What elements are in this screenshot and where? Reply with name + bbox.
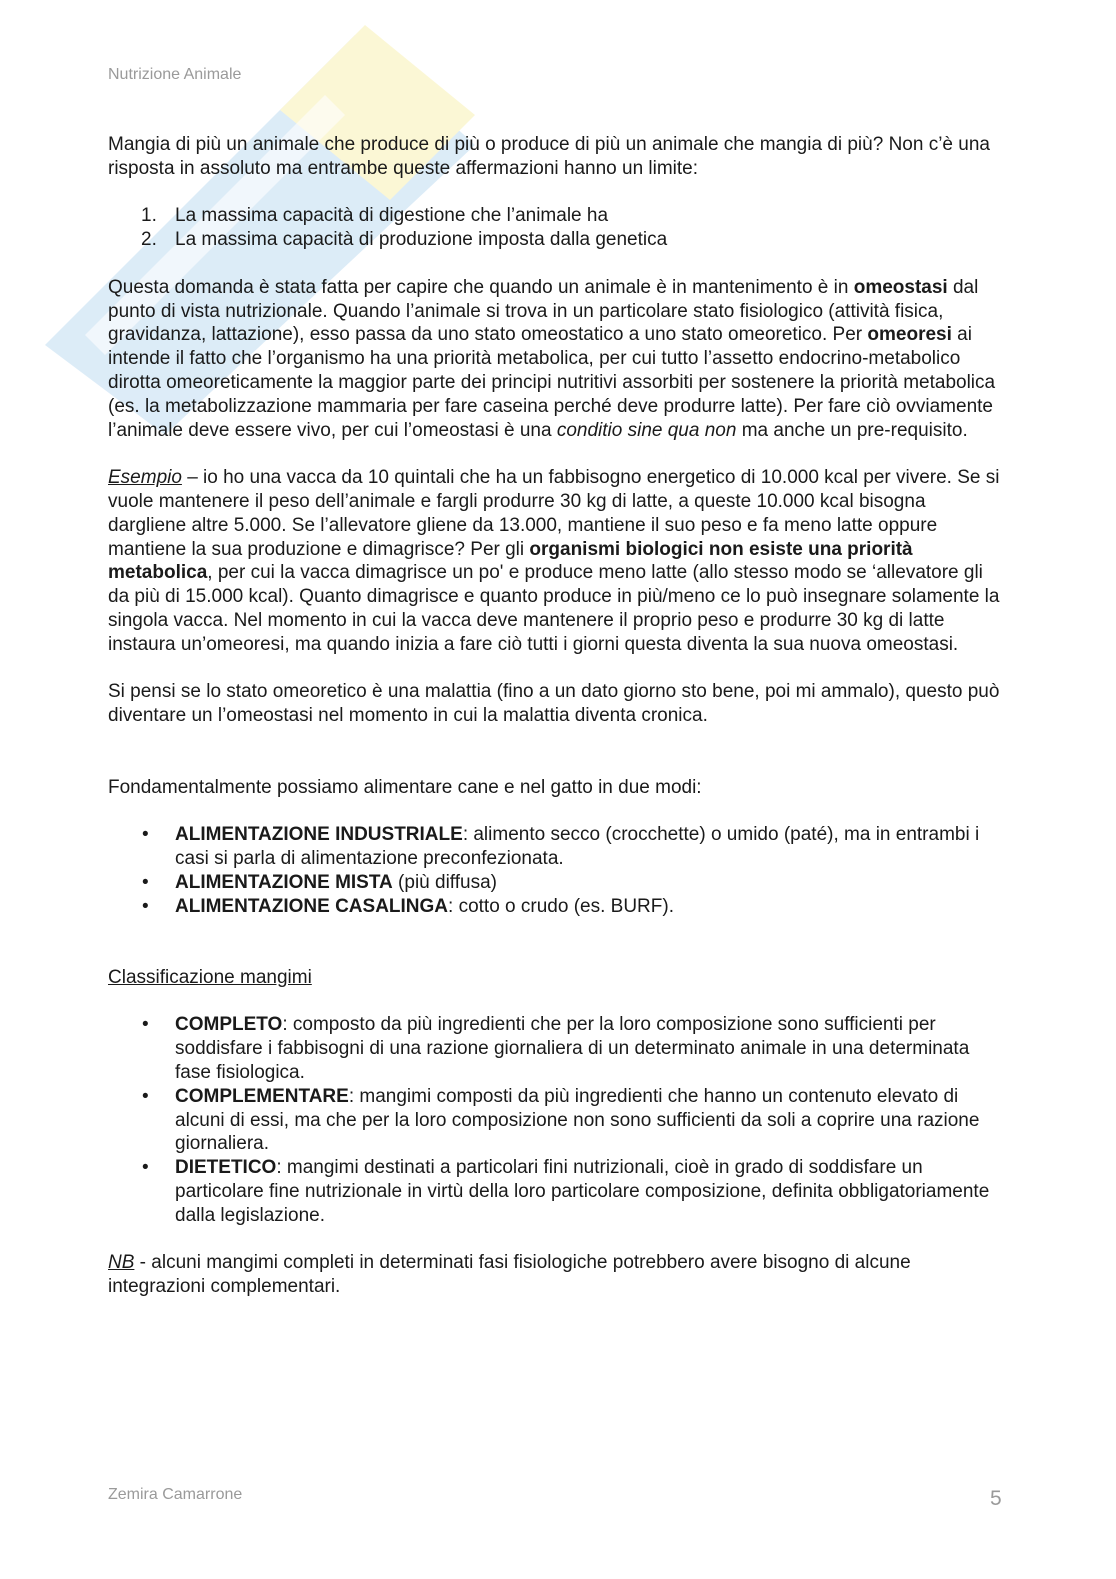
- intro-question: Mangia di più un animale che produce di più o produce di più un animale che mangia di più? Non c’è una risposta in assoluto ma entrambe queste affermazioni hanno un limite:: [108, 134, 990, 179]
- list-item: 2. La massima capacità di produzione imposta dalla genetica: [141, 229, 668, 251]
- nb-label: NB: [108, 1252, 135, 1274]
- esempio-label: Esempio: [108, 467, 182, 489]
- alimentazione-intro: Fondamentalmente possiamo alimentare cane e nel gatto in due modi:: [108, 776, 702, 798]
- malattia-paragraph: Si pensi se lo stato omeoretico è una malattia (fino a un dato giorno sto bene, poi mi ammalo), questo può diventare un l’omeostasi nel momento in cui la malattia diventa cronica.: [108, 681, 1000, 727]
- mangimi-list: [108, 1013, 1008, 1227]
- omeostasi-paragraph: Questa domanda è stata fatta per capire che quando un animale è in mantenimento è in omeostasi dal punto di vista nutrizionale. Quando l’animale si trova in un particolare stato fisiologico (attività fisica, gravidanza, lattazione), esso passa da uno stato omeostatico a uno stato omeoretico. Per omeoresi ai intende il fatto che l’organismo ha una priorità metabolica, per cui tutto l’assetto endocrino-metabolico dirotta omeoreticamente la maggior parte dei principi nutritivi assorbiti per sostenere la priorità metabolica (es. la metabolizzazione mammaria per fare caseina perché deve produrre latte). Per fare ciò ovviamente l’animale deve essere vivo, per cui l’omeostasi è una conditio sine qua non ma anche un pre-requisito.: [108, 276, 996, 441]
- list-item: • ALIMENTAZIONE MISTA (più diffusa): [108, 871, 1008, 895]
- alimentazione-list: [108, 823, 1008, 918]
- list-item: • DIETETICO: mangimi destinati a particolari fini nutrizionali, cioè in grado di soddisfare un particolare fine nutrizionale in virtù della loro particolare composizione, definita obbligatoriamente dalla legislazione.: [108, 1156, 1008, 1227]
- limits-list: [108, 204, 1008, 252]
- list-item: • ALIMENTAZIONE CASALINGA: cotto o crudo (es. BURF).: [108, 895, 1008, 919]
- esempio-paragraph: Esempio – io ho una vacca da 10 quintali che ha un fabbisogno energetico di 10.000 kcal per vivere. Se si vuole mantenere il peso dell’animale e fargli produrre 30 kg di latte, a queste 10.000 kcal bisogna dargliene altre 5.000. Se l’allevatore gliene da 13.000, mantiene il suo peso e fa meno latte oppure mantiene la sua produzione e dimagrisce? Per gli organismi biologici non esiste una priorità metabolica, per cui la vacca dimagrisce un po' e produce meno latte (allo stesso modo se ‘allevatore gli da più di 15.000 kcal). Quanto dimagrisce e quanto produce in più/meno ce lo può insegnare solamente la singola vacca. Nel momento in cui la vacca deve mantenere il proprio peso e produrre 30 kg di latte instaura un’omeoresi, ma quando inizia a fare ciò tutti i giorni questa diventa la sua nuova omeostasi.: [108, 467, 1000, 655]
- running-header: Nutrizione Animale: [108, 66, 242, 83]
- list-item: • COMPLETO: composto da più ingredienti che per la loro composizione sono sufficienti per soddisfare i fabbisogni di una razione giornaliera di un determinato animale in una determinata fase fisiologica.: [108, 1013, 1008, 1084]
- page-number: 5: [990, 1487, 1002, 1510]
- nb-paragraph: NB - alcuni mangimi completi in determinati fasi fisiologiche potrebbero avere bisogno di alcune integrazioni complementari.: [108, 1252, 911, 1298]
- footer-author: Zemira Camarrone: [108, 1486, 243, 1503]
- list-item: • ALIMENTAZIONE INDUSTRIALE: alimento secco (crocchette) o umido (paté), ma in entrambi i casi si parla di alimentazione preconfezionata.: [108, 823, 1008, 871]
- mangimi-heading: Classificazione mangimi: [108, 966, 312, 988]
- list-item: 1. La massima capacità di digestione che l’animale ha: [141, 205, 609, 227]
- list-item: • COMPLEMENTARE: mangimi composti da più ingredienti che hanno un contenuto elevato di alcuni di essi, ma che per la loro composizione non sono sufficienti da soli a coprire una razione giornaliera.: [108, 1085, 1008, 1156]
- page-body: [108, 133, 1008, 1323]
